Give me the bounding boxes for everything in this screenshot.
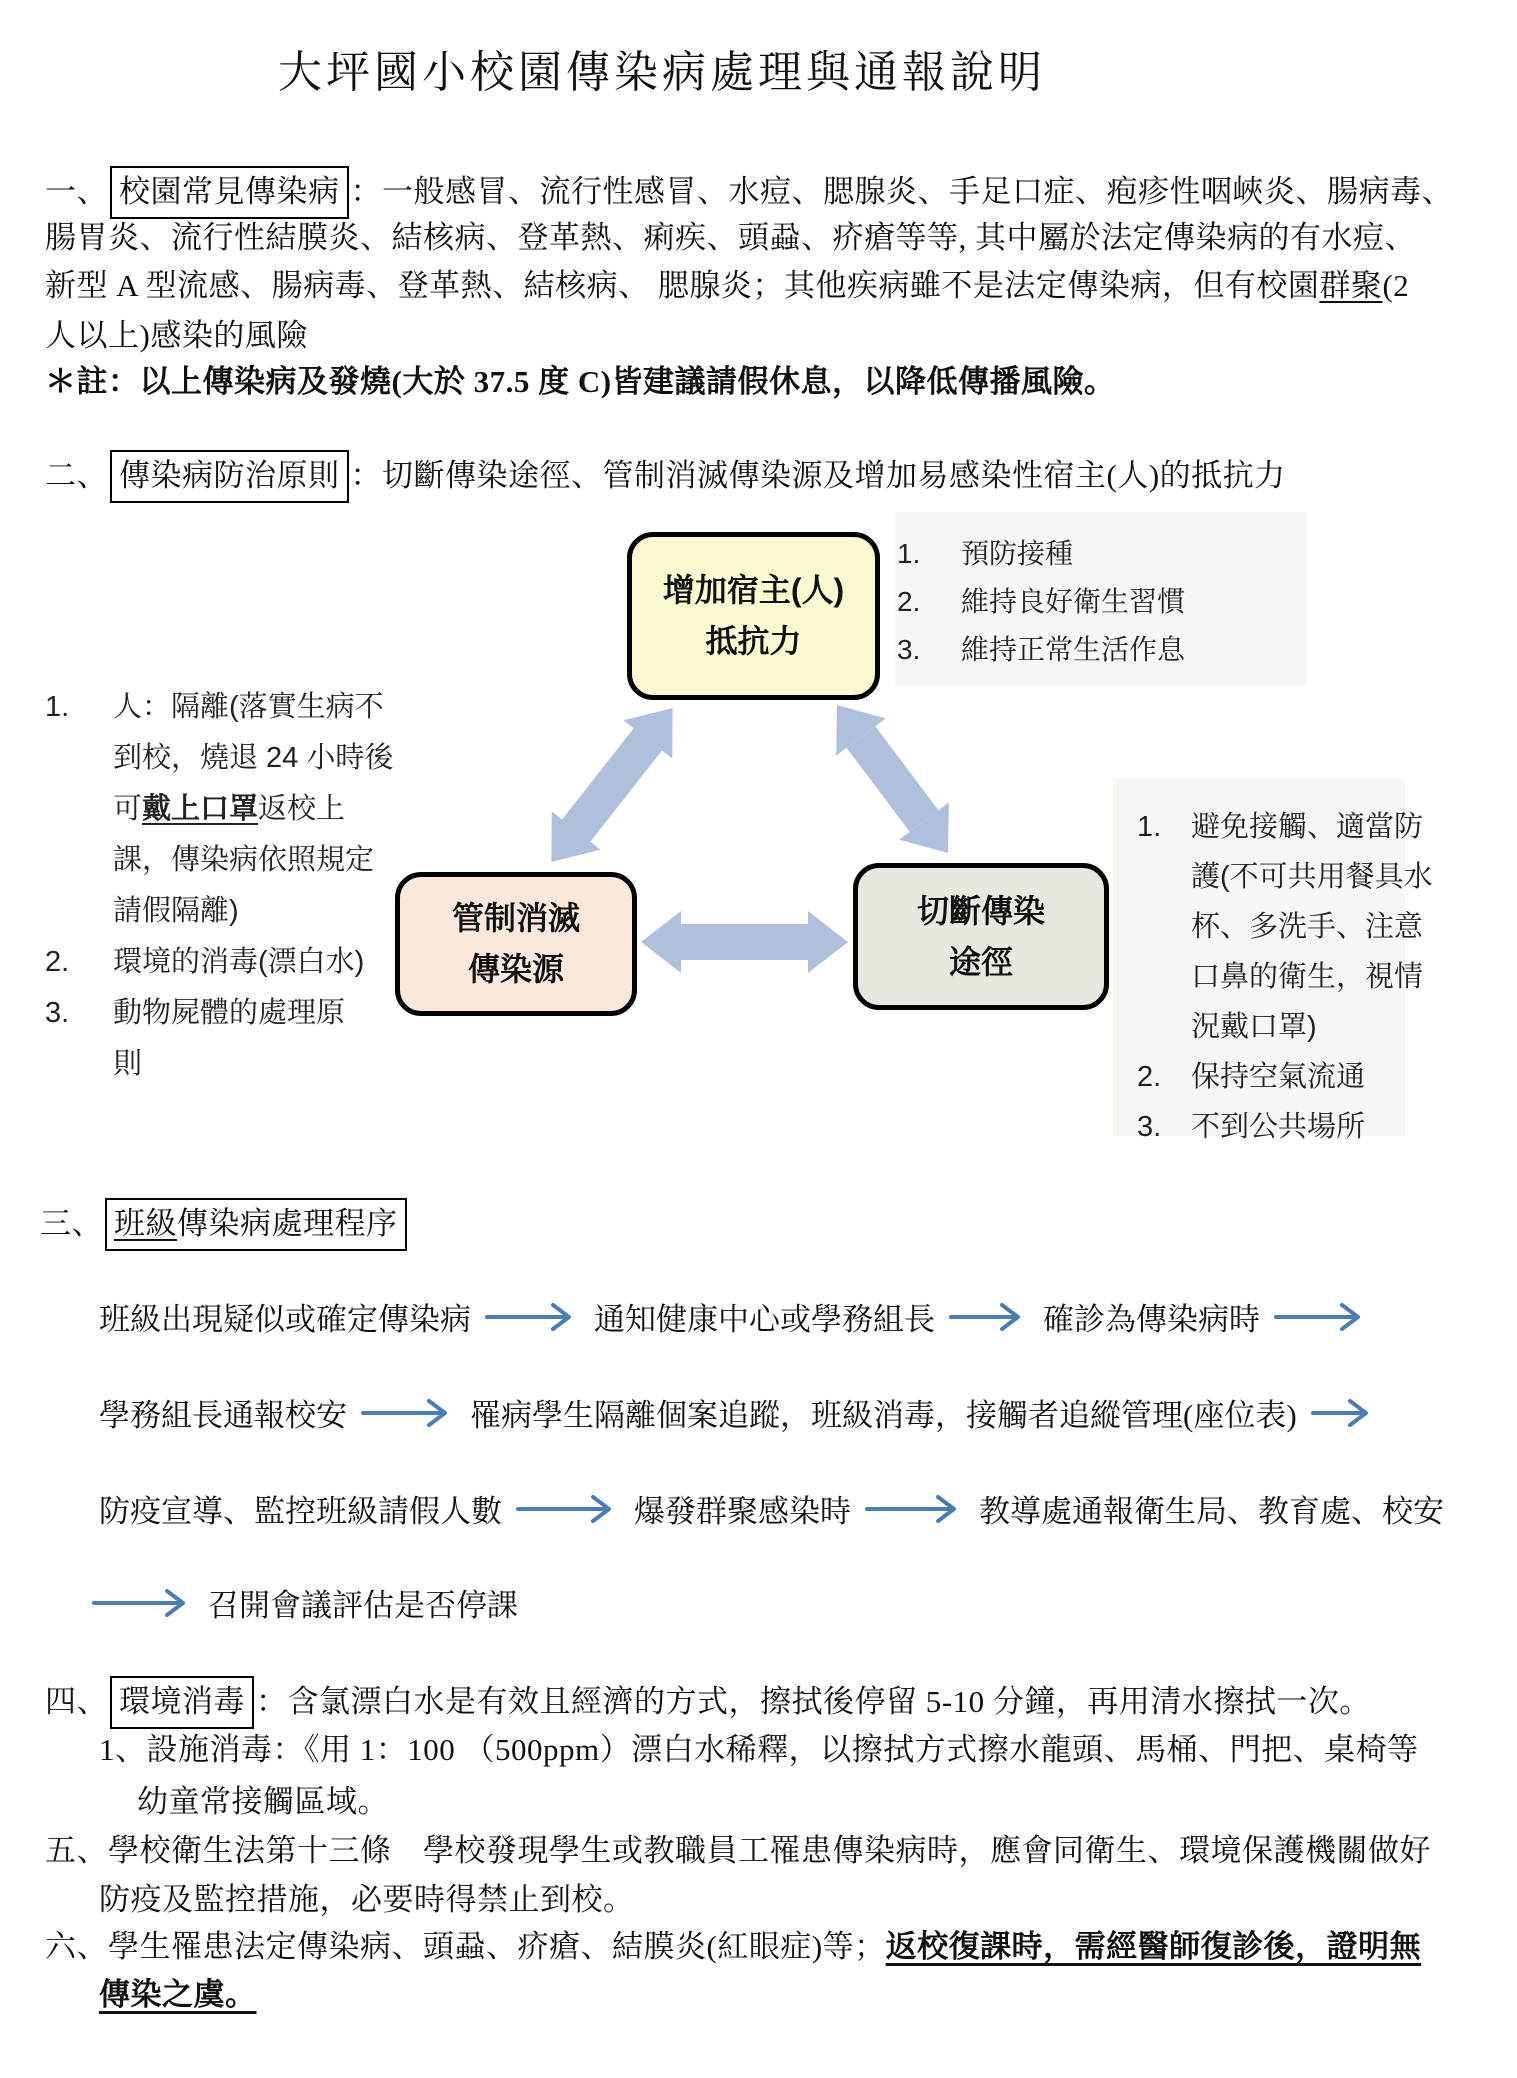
list-item-text: 維持正常生活作息 bbox=[961, 634, 1186, 665]
list-item-text bbox=[113, 682, 400, 937]
diagram-box-control-source bbox=[395, 872, 637, 1016]
flow-arrow-icon bbox=[516, 1489, 620, 1529]
prevention-principles-diagram bbox=[0, 510, 1517, 1196]
list-item-text bbox=[113, 988, 400, 1090]
list-item bbox=[45, 937, 400, 988]
list-item bbox=[45, 988, 400, 1090]
flow-step: 召開會議評估是否停課 bbox=[208, 1588, 518, 1623]
flow-arrow-icon bbox=[949, 1297, 1029, 1337]
list-item bbox=[1137, 802, 1447, 1052]
box-label-line: 抵抗力 bbox=[705, 623, 802, 659]
flow-step: 確診為傳染病時 bbox=[1043, 1302, 1260, 1337]
double-arrow-host-source-icon bbox=[527, 689, 697, 881]
section3-boxed-underlined: 班級 bbox=[114, 1206, 177, 1241]
section4-number: 四、 bbox=[45, 1684, 108, 1719]
list-number: 3. bbox=[897, 634, 921, 665]
list-text-segment: 動物屍體的處理原 bbox=[113, 997, 346, 1029]
list-text-segment: 則 bbox=[113, 1048, 143, 1080]
section6-line2 bbox=[99, 1973, 257, 2017]
flow-row-1 bbox=[99, 1294, 1369, 1339]
double-arrow-source-route-icon bbox=[641, 911, 848, 973]
list-item bbox=[897, 626, 1185, 674]
diagram-box-cut-route bbox=[853, 863, 1109, 1010]
flow-arrow-icon bbox=[485, 1297, 580, 1337]
list-item bbox=[1137, 1052, 1447, 1102]
flow-step: 學務組長通報校安 bbox=[99, 1398, 347, 1433]
diagram-box-host-resistance bbox=[627, 532, 880, 700]
list-number: 1. bbox=[1137, 811, 1162, 843]
list-item-text: 維持良好衛生習慣 bbox=[961, 586, 1186, 617]
section1-number: 一、 bbox=[45, 174, 108, 209]
list-item bbox=[1137, 1102, 1447, 1152]
section2-text: ：切斷傳染途徑、管制消滅傳染源及增加易感染性宿主(人)的抵抗力 bbox=[350, 458, 1286, 493]
section3-boxed-term bbox=[105, 1198, 407, 1251]
flow-arrow-icon bbox=[1311, 1393, 1377, 1433]
section6-emphasis: 返校復課時，需經醫師復診後，證明無 bbox=[885, 1929, 1422, 1964]
list-item-text: 環境的消毒(漂白水) bbox=[113, 946, 365, 978]
section4-line2: 1、設施消毒：《用 1：100 （500ppm）漂白水稀釋，以擦拭方式擦水龍頭、馬桶、門把、桌椅等 bbox=[99, 1732, 1419, 1767]
section2-heading bbox=[45, 450, 1286, 503]
list-item bbox=[897, 530, 1185, 578]
flow-row-2 bbox=[99, 1390, 1377, 1435]
section6-line1 bbox=[45, 1925, 1421, 1969]
host-resistance-list bbox=[897, 530, 1185, 674]
control-source-list bbox=[45, 682, 400, 1090]
double-arrow-host-route-icon bbox=[812, 686, 973, 871]
section4-line1 bbox=[45, 1676, 1371, 1729]
section5-line1: 五、學校衛生法第十三條 學校發現學生或教職員工罹患傳染病時，應會同衛生、環境保護機關做好 bbox=[45, 1833, 1431, 1868]
arrow-body bbox=[562, 728, 662, 841]
section1-line1-text: ：一般感冒、流行性感冒、水痘、腮腺炎、手足口症、疱疹性咽峽炎、腸病毒、 bbox=[350, 174, 1453, 209]
arrow-body bbox=[681, 924, 808, 960]
section1-line3-tail: (2 bbox=[1382, 268, 1410, 303]
section4-boxed-term: 環境消毒 bbox=[110, 1676, 254, 1729]
section1-underlined-term: 群聚 bbox=[1319, 268, 1383, 303]
arrowhead-icon bbox=[808, 911, 848, 973]
arrowhead-icon bbox=[641, 911, 681, 973]
section3-boxed-rest: 傳染病處理程序 bbox=[177, 1206, 398, 1241]
page-title: 大坪國小校園傳染病處理與通報說明 bbox=[278, 48, 1046, 97]
list-number: 2. bbox=[45, 946, 70, 978]
box-label-line: 管制消滅 bbox=[451, 900, 580, 936]
section1-line3-text: 新型 A 型流感、腸病毒、登革熱、結核病、 腮腺炎；其他疾病雖不是法定傳染病，但有校園 bbox=[45, 268, 1320, 303]
flow-arrow-icon bbox=[92, 1583, 194, 1623]
list-text-emphasis: 戴上口罩 bbox=[142, 793, 259, 825]
section1-line1 bbox=[45, 166, 1453, 219]
flow-arrow-icon bbox=[865, 1489, 965, 1529]
flow-step: 防疫宣導、監控班級請假人數 bbox=[99, 1494, 502, 1529]
flow-step: 罹病學生隔離個案追蹤，班級消毒，接觸者追縱管理(座位表) bbox=[470, 1398, 1297, 1433]
arrow-body bbox=[847, 726, 939, 832]
list-item-text: 保持空氣流通 bbox=[1191, 1061, 1366, 1093]
list-number: 1. bbox=[45, 691, 70, 723]
box-label-line: 切斷傳染 bbox=[916, 892, 1045, 929]
list-item bbox=[897, 578, 1185, 626]
flow-arrow-icon bbox=[1274, 1297, 1369, 1337]
list-number: 2. bbox=[1137, 1061, 1162, 1093]
section4-text: ：含氯漂白水是有效且經濟的方式，擦拭後停留 5-10 分鐘，再用清水擦拭一次。 bbox=[256, 1684, 1371, 1719]
section3-number: 三、 bbox=[40, 1206, 103, 1241]
list-text-segment: 返校上課，傳染病依照規定請假隔離) bbox=[113, 793, 375, 927]
list-text-segment: 人：隔離(落實生病不到校，燒退 24 小時後可 bbox=[113, 691, 394, 825]
list-number: 3. bbox=[1137, 1111, 1162, 1143]
flow-row-4 bbox=[92, 1580, 518, 1625]
list-item-text: 不到公共場所 bbox=[1191, 1111, 1366, 1143]
flow-step: 班級出現疑似或確定傳染病 bbox=[99, 1302, 471, 1337]
flow-step: 教導處通報衛生局、教育處、校安 bbox=[979, 1494, 1444, 1529]
flow-arrow-icon bbox=[361, 1393, 456, 1433]
section6-emphasis: 傳染之虞。 bbox=[99, 1977, 257, 2012]
flow-step: 爆發群聚感染時 bbox=[634, 1494, 851, 1529]
section2-boxed-term: 傳染病防治原則 bbox=[110, 450, 349, 503]
section2-number: 二、 bbox=[45, 458, 108, 493]
box-label-line: 傳染源 bbox=[467, 951, 564, 987]
section1-line2: 腸胃炎、流行性結膜炎、結核病、登革熱、痢疾、頭蝨、疥瘡等等, 其中屬於法定傳染病的有水痘、 bbox=[45, 220, 1416, 255]
section6-text: 六、學生罹患法定傳染病、頭蝨、疥瘡、結膜炎(紅眼症)等； bbox=[45, 1929, 886, 1964]
list-number: 2. bbox=[897, 586, 921, 617]
list-item bbox=[45, 682, 400, 937]
cut-route-list bbox=[1137, 802, 1447, 1152]
section1-note: ＊註：以上傳染病及發燒(大於 37.5 度 C)皆建議請假休息，以降低傳播風險。 bbox=[45, 364, 1116, 399]
box-label-line: 途徑 bbox=[948, 943, 1013, 980]
section1-boxed-term: 校園常見傳染病 bbox=[110, 166, 349, 219]
list-item-text: 預防接種 bbox=[961, 538, 1074, 569]
list-number: 1. bbox=[897, 538, 921, 569]
section3-heading bbox=[40, 1198, 409, 1251]
list-number: 3. bbox=[45, 997, 70, 1029]
section1-line3 bbox=[45, 264, 1409, 308]
box-label-line: 增加宿主(人) bbox=[662, 572, 845, 608]
section5-line2: 防疫及監控措施，必要時得禁止到校。 bbox=[99, 1882, 635, 1917]
section4-line3: 幼童常接觸區域。 bbox=[137, 1784, 389, 1819]
list-item-text: 避免接觸、適當防護(不可共用餐具水杯、多洗手、注意口鼻的衛生，視情況戴口罩) bbox=[1191, 811, 1433, 1043]
flow-row-3 bbox=[99, 1486, 1444, 1531]
flow-step: 通知健康中心或學務組長 bbox=[594, 1302, 935, 1337]
section1-line4: 人以上)感染的風險 bbox=[45, 318, 308, 353]
